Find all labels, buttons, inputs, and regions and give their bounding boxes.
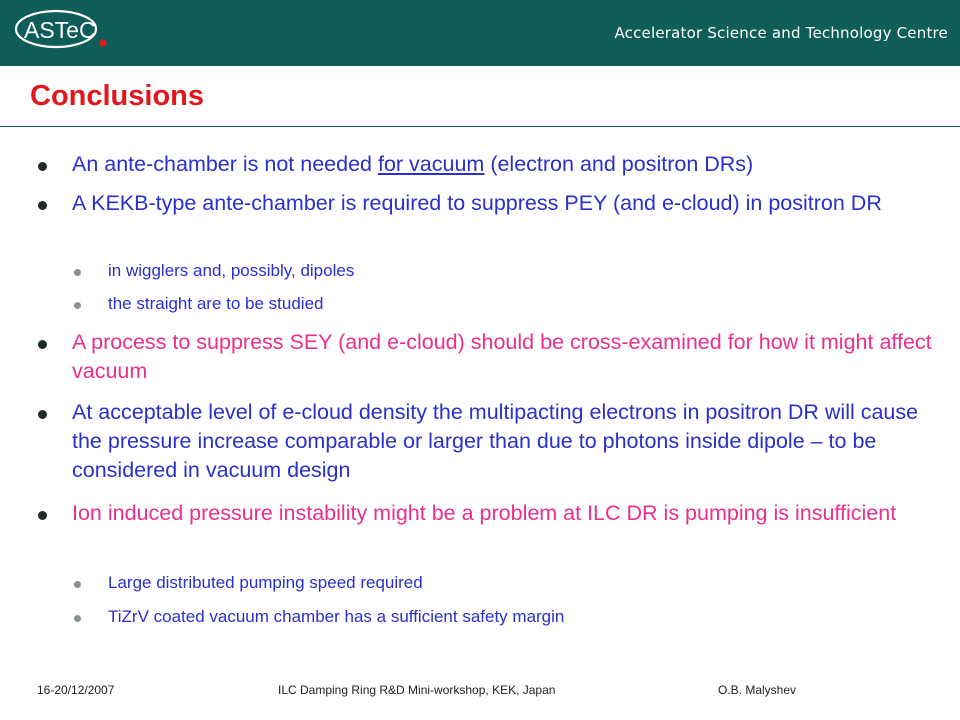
sub-bullet-dot-icon <box>74 302 81 309</box>
bullet-dot-icon <box>38 340 47 349</box>
sub-bullet-dot-icon <box>74 269 81 276</box>
bullet-dot-icon <box>38 410 47 419</box>
bullet-dot-icon <box>38 201 47 210</box>
sub-bullet-text: in wigglers and, possibly, dipoles <box>108 261 355 280</box>
astec-logo <box>14 8 114 52</box>
title-divider <box>0 126 960 127</box>
sub-bullet-item <box>108 293 908 315</box>
logo-dot-icon <box>99 39 106 46</box>
header-tagline: Accelerator Science and Technology Centre <box>614 24 948 42</box>
bullet-item <box>72 499 932 528</box>
bullet-item <box>72 398 932 485</box>
bullet-dot-icon <box>38 162 47 171</box>
bullet-dot-icon <box>38 511 47 520</box>
sub-bullet-text: Large distributed pumping speed required <box>108 573 423 592</box>
bullet-item <box>72 189 932 218</box>
sub-bullet-item <box>108 572 908 594</box>
bullet-text: A KEKB-type ante-chamber is required to suppress PEY (and e-cloud) in positron DR <box>72 191 882 215</box>
sub-bullet-item <box>108 606 908 628</box>
bullet-text-underlined: for vacuum <box>377 152 485 176</box>
sub-bullet-dot-icon <box>74 615 81 622</box>
bullet-text: (electron and positron DRs) <box>484 152 754 176</box>
sub-bullet-text: TiZrV coated vacuum chamber has a sufficient safety margin <box>108 607 565 626</box>
header-bar <box>0 0 960 66</box>
bullet-text: An ante-chamber is not needed <box>72 152 378 176</box>
footer-date: 16-20/12/2007 <box>37 683 115 697</box>
footer-event: ILC Damping Ring R&D Mini-workshop, KEK, Japan <box>278 683 556 697</box>
slide-title: Conclusions <box>30 80 205 112</box>
footer-author: O.B. Malyshev <box>718 683 797 697</box>
logo-text: ASTeC <box>24 17 96 43</box>
bullet-text: Ion induced pressure instability might be a problem at ILC DR is pumping is insufficient <box>72 501 897 525</box>
sub-bullet-dot-icon <box>74 581 81 588</box>
sub-bullet-text: the straight are to be studied <box>108 294 324 313</box>
bullet-text: A process to suppress SEY (and e-cloud) should be cross-examined for how it might affect vacuum <box>72 330 932 383</box>
sub-bullet-item <box>108 260 908 282</box>
bullet-text: At acceptable level of e-cloud density the multipacting electrons in positron DR will cause the pressure increase comparable or larger than due to photons inside dipole – to be considered in vacuum design <box>72 400 919 482</box>
bullet-item <box>72 150 932 179</box>
bullet-item <box>72 328 932 386</box>
